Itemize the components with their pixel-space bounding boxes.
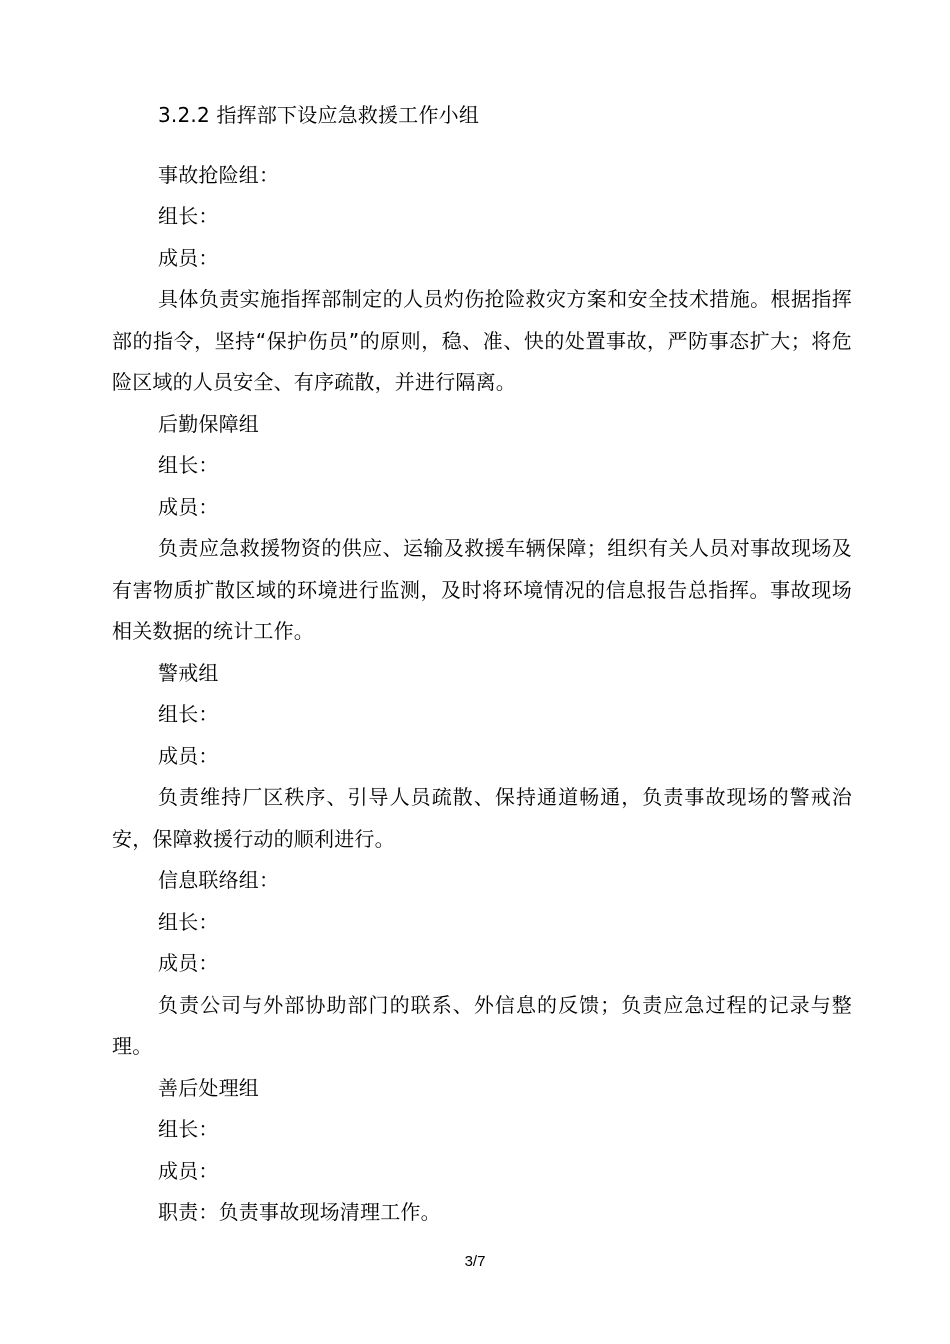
- group-name: 信息联络组：: [158, 868, 280, 892]
- group-members: 成员：: [158, 951, 219, 975]
- document-content: [112, 95, 852, 1234]
- group-members: 成员：: [158, 494, 219, 519]
- page-number: 3/7: [464, 1253, 486, 1270]
- group-name: 善后处理组: [158, 1075, 259, 1100]
- group-communication: [112, 860, 852, 1068]
- group-members: 成员：: [158, 1158, 219, 1183]
- group-duty: 负责公司与外部协助部门的联系、外信息的反馈；负责应急过程的记录与整理。: [112, 992, 852, 1058]
- group-emergency-rescue: [112, 155, 852, 404]
- group-leader: 组长：: [158, 204, 219, 228]
- section-heading: 3.2.2 指挥部下设应急救援工作小组: [158, 103, 480, 127]
- group-leader: 组长：: [158, 453, 219, 477]
- group-leader: 组长：: [158, 909, 219, 934]
- group-leader: 组长：: [158, 702, 219, 726]
- group-name: 警戒组: [158, 660, 219, 685]
- group-duty: 具体负责实施指挥部制定的人员灼伤抢险救灾方案和安全技术措施。根据指挥部的指令，坚持“保护伤员”的原则，稳、准、快的处置事故，严防事态扩大；将危险区域的人员安全、有序疏散，并进行隔离。: [112, 287, 852, 394]
- group-members: 成员：: [158, 245, 219, 270]
- group-aftermath: [112, 1068, 852, 1234]
- group-duty: 负责应急救援物资的供应、运输及救援车辆保障；组织有关人员对事故现场及有害物质扩散区域的环境进行监测，及时将环境情况的信息报告总指挥。事故现场相关数据的统计工作。: [112, 536, 852, 643]
- group-duty: 负责维持厂区秩序、引导人员疏散、保持通道畅通，负责事故现场的警戒治安，保障救援行动的顺利进行。: [112, 785, 852, 851]
- group-members: 成员：: [158, 743, 219, 768]
- group-security: [112, 653, 852, 861]
- group-logistics: [112, 404, 852, 653]
- group-duty: 职责：负责事故现场清理工作。: [158, 1200, 441, 1224]
- group-name: 事故抢险组：: [158, 162, 280, 187]
- group-leader: 组长：: [158, 1117, 219, 1141]
- group-name: 后勤保障组: [158, 411, 259, 436]
